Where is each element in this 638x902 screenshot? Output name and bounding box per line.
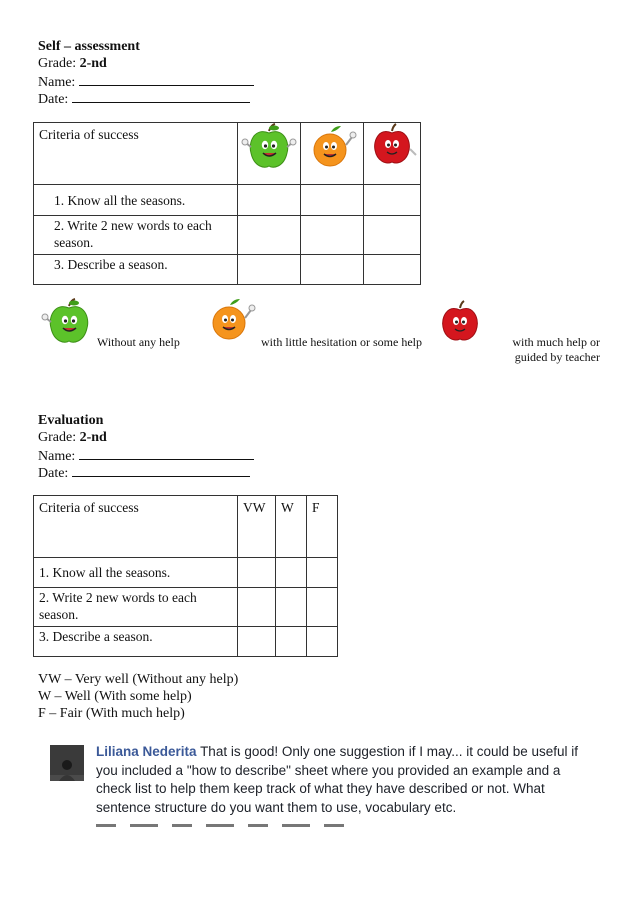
self-assessment-title: Self – assessment	[38, 39, 140, 54]
self-assessment-table	[33, 122, 421, 285]
table-header-row	[34, 123, 421, 185]
rating-cell[interactable]	[301, 185, 364, 216]
rating-cell[interactable]	[307, 627, 338, 657]
orange-icon	[301, 123, 363, 173]
table-row	[34, 255, 421, 285]
criteria-cell: 1. Know all the seasons.	[34, 185, 238, 216]
criteria-header: Criteria of success	[34, 123, 238, 185]
red-apple-icon	[364, 123, 420, 173]
comment-block	[96, 743, 596, 817]
legend-green-apple-icon	[38, 298, 100, 348]
comment-author-link[interactable]: Liliana Nederita	[96, 744, 197, 759]
date-blank[interactable]	[72, 89, 250, 103]
green-apple-icon	[238, 123, 300, 173]
rating-cell[interactable]	[238, 255, 301, 285]
name-blank[interactable]	[79, 72, 254, 86]
green-apple-column-header	[238, 123, 301, 185]
grade-value: 2-nd	[79, 56, 107, 71]
self-date-line	[38, 89, 250, 108]
rating-cell[interactable]	[238, 588, 276, 627]
table-row	[34, 588, 338, 627]
criteria-cell: 3. Describe a season.	[34, 627, 238, 657]
name-label: Name:	[38, 75, 76, 90]
key-f: F – Fair (With much help)	[38, 706, 185, 721]
rating-cell[interactable]	[276, 558, 307, 588]
criteria-cell: 3. Describe a season.	[34, 255, 238, 285]
grade-value: 2-nd	[79, 430, 107, 445]
name-label: Name:	[38, 449, 76, 464]
legend-text-orange: with little hesitation or some help	[261, 335, 422, 349]
rating-cell[interactable]	[307, 588, 338, 627]
criteria-header: Criteria of success	[34, 496, 238, 558]
rating-cell[interactable]	[238, 627, 276, 657]
rating-cell[interactable]	[238, 185, 301, 216]
rating-cell[interactable]	[238, 558, 276, 588]
criteria-cell: 2. Write 2 new words to each season.	[34, 216, 238, 255]
rating-cell[interactable]	[276, 588, 307, 627]
grade-label: Grade:	[38, 430, 77, 445]
rating-cell[interactable]	[276, 627, 307, 657]
eval-date-line	[38, 463, 250, 482]
name-blank[interactable]	[79, 446, 254, 460]
rating-cell[interactable]	[301, 255, 364, 285]
rating-cell[interactable]	[364, 216, 421, 255]
evaluation-table	[33, 495, 338, 657]
column-header-f: F	[307, 496, 338, 558]
self-grade-line	[38, 55, 107, 72]
table-row	[34, 216, 421, 255]
red-apple-column-header	[364, 123, 421, 185]
date-blank[interactable]	[72, 463, 250, 477]
legend-text-red: with much help or guided by teacher	[512, 335, 600, 364]
key-w: W – Well (With some help)	[38, 689, 192, 704]
avatar-person-icon	[50, 745, 84, 781]
criteria-cell: 1. Know all the seasons.	[34, 558, 238, 588]
evaluation-title: Evaluation	[38, 413, 104, 428]
column-header-w: W	[276, 496, 307, 558]
legend-text-green: Without any help	[97, 335, 180, 349]
table-row	[34, 627, 338, 657]
rating-cell[interactable]	[307, 558, 338, 588]
comment-cutoff-line	[96, 822, 356, 828]
eval-grade-line	[38, 429, 107, 446]
orange-column-header	[301, 123, 364, 185]
rating-cell[interactable]	[238, 216, 301, 255]
legend-orange-icon	[200, 296, 262, 346]
criteria-cell: 2. Write 2 new words to each season.	[34, 588, 238, 627]
rating-cell[interactable]	[364, 185, 421, 216]
grade-label: Grade:	[38, 56, 77, 71]
key-vw: VW – Very well (Without any help)	[38, 672, 239, 687]
comment-text: That is good! Only one suggestion if I may... it could be useful if you included a "how to describe" sheet where you provided an example and a check list to help them keep track of what they have described or not. What sentence structure do you want them to use, vocabulary etc.	[96, 744, 579, 815]
date-label: Date:	[38, 92, 69, 107]
legend-red-apple-icon	[432, 300, 488, 348]
column-header-vw: VW	[238, 496, 276, 558]
date-label: Date:	[38, 466, 69, 481]
avatar[interactable]	[50, 745, 84, 781]
rating-cell[interactable]	[301, 216, 364, 255]
table-row	[34, 558, 338, 588]
table-row	[34, 185, 421, 216]
table-header-row	[34, 496, 338, 558]
rating-cell[interactable]	[364, 255, 421, 285]
